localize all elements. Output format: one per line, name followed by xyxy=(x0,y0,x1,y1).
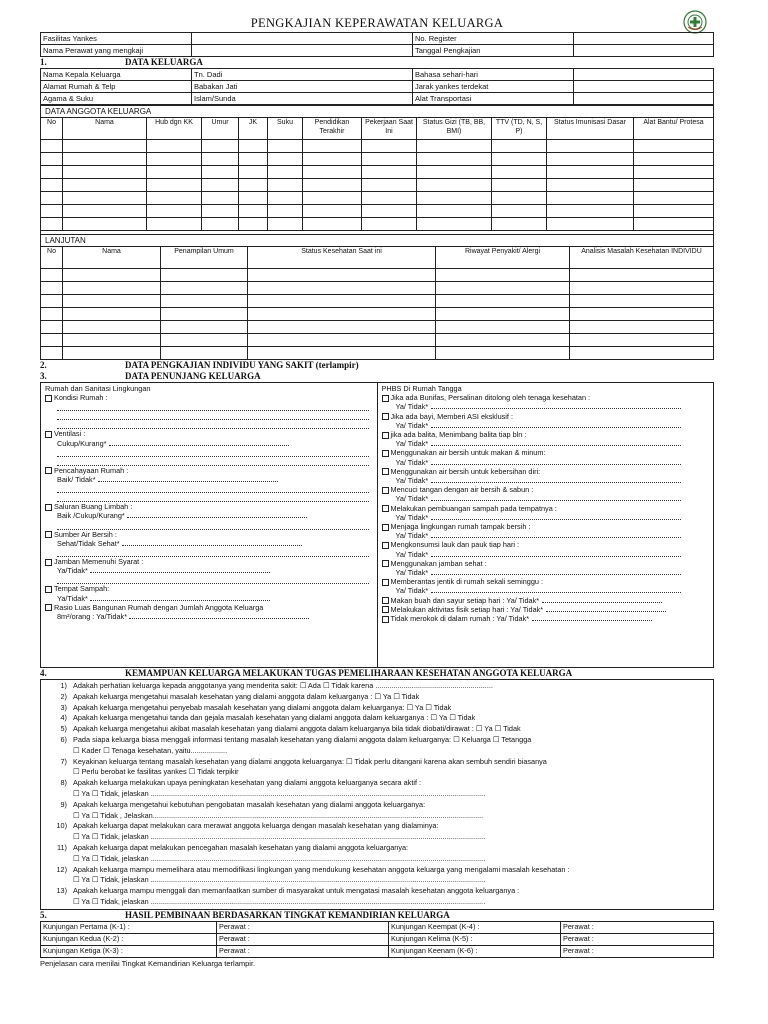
tanggal-field[interactable] xyxy=(574,45,714,57)
table-cell[interactable] xyxy=(41,140,63,153)
table-cell[interactable] xyxy=(492,166,547,179)
table-cell[interactable] xyxy=(63,295,161,308)
section-5-heading: 5. HASIL PEMBINAAN BERDASARKAN TINGKAT KEMANDIRIAN KELUARGA xyxy=(40,909,450,920)
table-cell[interactable] xyxy=(41,347,63,360)
blank-line[interactable] xyxy=(57,484,369,493)
phbs-answer: Ya/ Tidak* xyxy=(382,458,710,467)
col-header: Nama xyxy=(63,118,147,140)
fasilitas-label: Fasilitas Yankes xyxy=(41,33,192,45)
col-header: Alat Bantu/ Protesa xyxy=(634,118,714,140)
sanitation-item: Saluran Buang Limbah : xyxy=(45,502,373,511)
table-cell[interactable] xyxy=(417,218,492,231)
phbs-title: PHBS Di Rumah Tangga xyxy=(381,384,462,393)
table-cell[interactable] xyxy=(268,192,303,205)
sanitation-item: Pencahayaan Rumah : xyxy=(45,466,373,475)
table-cell[interactable] xyxy=(41,282,63,295)
table-cell[interactable] xyxy=(492,205,547,218)
table-cell[interactable] xyxy=(202,218,239,231)
family-label: Jarak yankes terdekat xyxy=(413,81,574,93)
table-cell[interactable] xyxy=(436,347,570,360)
table-cell[interactable] xyxy=(248,347,436,360)
phbs-answer: Ya/ Tidak* xyxy=(382,550,710,559)
col-header: TTV (TD, N, S, P) xyxy=(492,118,547,140)
table-cell[interactable] xyxy=(41,218,63,231)
table-cell[interactable] xyxy=(436,334,570,347)
table-cell[interactable] xyxy=(268,179,303,192)
table-cell[interactable] xyxy=(362,218,417,231)
footnote: Penjelasan cara menilai Tingkat Kemandirian Keluarga terlampir. xyxy=(40,958,256,968)
table-cell[interactable] xyxy=(303,218,362,231)
table-cell[interactable] xyxy=(362,153,417,166)
table-cell[interactable] xyxy=(161,269,248,282)
table-cell[interactable] xyxy=(248,308,436,321)
ability-question: 6) Pada siapa keluarga biasa menggali informasi tentang masalah kesehatan yang dialami anggota dalam keluarganya: ☐ Keluarga ☐ Tetangga xyxy=(60,734,532,744)
checkbox-icon[interactable] xyxy=(382,395,389,402)
table-cell[interactable] xyxy=(41,205,63,218)
table-cell[interactable] xyxy=(362,192,417,205)
perawat-label: Nama Perawat yang mengkaji xyxy=(41,45,192,57)
checkbox-icon[interactable] xyxy=(382,432,389,439)
checkbox-icon[interactable] xyxy=(45,504,52,511)
table-cell[interactable] xyxy=(63,218,147,231)
family-field[interactable] xyxy=(574,69,714,81)
sanitation-item: Sumber Air Bersih : xyxy=(45,530,373,539)
table-cell[interactable] xyxy=(634,218,714,231)
table-cell[interactable] xyxy=(436,308,570,321)
table-cell[interactable] xyxy=(63,321,161,334)
sanitation-answer: Ya/Tidak* xyxy=(45,594,373,603)
section-1-heading: 1. DATA KELUARGA xyxy=(40,57,203,67)
phbs-answer: Ya/ Tidak* xyxy=(382,586,710,595)
phbs-item: Jika ada bayi, Memberi ASI eksklusif : xyxy=(382,412,710,421)
ability-question: 5) Apakah keluarga mengetahui akibat masalah kesehatan yang dialami anggota dalam keluarganya bila tidak diobati/dirawat : ☐ Ya ☐ Tidak xyxy=(60,724,521,734)
table-cell[interactable] xyxy=(436,321,570,334)
table-cell[interactable] xyxy=(239,192,268,205)
ability-question: 8) Apakah keluarga melakukan upaya peningkatan kesehatan yang dialami anggota keluarganya secara aktif : xyxy=(60,778,422,788)
table-cell[interactable] xyxy=(362,140,417,153)
checkbox-icon[interactable] xyxy=(382,505,389,512)
table-cell[interactable] xyxy=(362,205,417,218)
family-label: Bahasa sehari-hari xyxy=(413,69,574,81)
table-cell[interactable] xyxy=(492,153,547,166)
phbs-answer: Ya/ Tidak* xyxy=(382,439,710,448)
table-cell[interactable] xyxy=(492,140,547,153)
phbs-item: Melakukan pembuangan sampah pada tempatnya : xyxy=(382,504,710,513)
table-cell[interactable] xyxy=(63,205,147,218)
ability-question: 9) Apakah keluarga mengetahui kebutuhan pengobatan masalah kesehatan yang dialami anggota keluarganya: xyxy=(60,799,426,809)
ability-question: 7) Keyakinan keluarga tentang masalah kesehatan yang dialami anggota keluarganya: ☐ Tidak perlu ditangani karena akan sembuh sendiri biasanya xyxy=(60,756,547,766)
table-cell[interactable] xyxy=(268,166,303,179)
table-cell[interactable] xyxy=(436,282,570,295)
table-cell[interactable] xyxy=(63,192,147,205)
table-cell[interactable] xyxy=(239,166,268,179)
table-cell[interactable] xyxy=(303,205,362,218)
table-cell[interactable] xyxy=(547,153,634,166)
ability-answer[interactable]: ☐ Ya ☐ Tidak, jelaskan ..................................................................................................................................................................... xyxy=(73,896,486,906)
table-cell[interactable] xyxy=(492,192,547,205)
table-cell[interactable] xyxy=(570,347,714,360)
table-cell[interactable] xyxy=(547,205,634,218)
register-label: No. Register xyxy=(413,33,574,45)
phbs-answer: Ya/ Tidak* xyxy=(382,421,710,430)
table-cell[interactable] xyxy=(268,205,303,218)
visit-cell[interactable]: Kunjungan Kedua (K-2) : xyxy=(41,933,217,945)
visit-cell[interactable]: Kunjungan Keenam (K-6) : xyxy=(389,945,561,957)
table-cell[interactable] xyxy=(417,140,492,153)
ability-question: 11) Apakah keluarga dapat melakukan pencegahan masalah kesehatan yang dialami anggota keluarganya: xyxy=(56,842,409,852)
table-cell[interactable] xyxy=(239,205,268,218)
table-cell[interactable] xyxy=(161,308,248,321)
phbs-item: Menggunakan air bersih untuk kebersihan diri: xyxy=(382,467,710,476)
table-cell[interactable] xyxy=(202,140,239,153)
section-3-heading: 3. DATA PENUNJANG KELUARGA xyxy=(40,371,261,381)
family-field[interactable] xyxy=(574,93,714,105)
sanitation-item: Jamban Memenuhi Syarat : xyxy=(45,557,373,566)
table-cell[interactable] xyxy=(161,321,248,334)
phbs-answer: Ya/ Tidak* xyxy=(382,402,710,411)
table-cell[interactable] xyxy=(303,153,362,166)
col-header: JK xyxy=(239,118,268,140)
checkbox-icon[interactable] xyxy=(382,487,389,494)
table-cell[interactable] xyxy=(570,269,714,282)
checkbox-icon[interactable] xyxy=(45,467,52,474)
family-label: Alat Transportasi xyxy=(413,93,574,105)
table-cell[interactable] xyxy=(303,140,362,153)
table-cell[interactable] xyxy=(202,179,239,192)
phbs-item: Makan buah dan sayur setiap hari : Ya/ Tidak* xyxy=(382,596,710,605)
family-field[interactable] xyxy=(574,81,714,93)
sanitation-title: Rumah dan Sanitasi Lingkungan xyxy=(45,384,151,393)
checkbox-icon[interactable] xyxy=(382,606,389,613)
table-cell[interactable] xyxy=(147,140,202,153)
checkbox-icon[interactable] xyxy=(45,586,52,593)
col-header: Status Gizi (TB, BB, BMI) xyxy=(417,118,492,140)
table-cell[interactable] xyxy=(41,179,63,192)
table-cell[interactable] xyxy=(417,205,492,218)
ability-answer[interactable]: ☐ Ya ☐ Tidak, jelaskan ..................................................................................................................................................................... xyxy=(73,853,486,863)
table-cell[interactable] xyxy=(63,179,147,192)
table-cell[interactable] xyxy=(417,179,492,192)
table-cell[interactable] xyxy=(41,153,63,166)
table-cell[interactable] xyxy=(634,192,714,205)
table-cell[interactable] xyxy=(570,282,714,295)
phbs-item: Memberantas jentik di rumah sekali seminggu : xyxy=(382,577,710,586)
phbs-answer: Ya/ Tidak* xyxy=(382,494,710,503)
sanitation-answer: Ya/Tidak* xyxy=(45,566,373,575)
sanitation-answer: 8m²/orang : Ya/Tidak* xyxy=(45,612,373,621)
family-members-table xyxy=(40,117,714,231)
table-cell[interactable] xyxy=(63,140,147,153)
table-cell[interactable] xyxy=(547,179,634,192)
table-cell[interactable] xyxy=(248,269,436,282)
ability-question: 3) Apakah keluarga mengetahui penyebab masalah kesehatan yang dialami anggota dalam keluarganya: ☐ Ya ☐ Tidak xyxy=(60,702,452,712)
table-cell[interactable] xyxy=(161,282,248,295)
table-cell[interactable] xyxy=(634,153,714,166)
visit-cell[interactable]: Perawat : xyxy=(217,945,389,957)
ability-answer[interactable]: ☐ Ya ☐ Tidak, jelaskan ..................................................................................................................................................................... xyxy=(73,788,486,798)
checkbox-icon[interactable] xyxy=(382,468,389,475)
table-cell[interactable] xyxy=(303,192,362,205)
table-cell[interactable] xyxy=(417,192,492,205)
blank-line[interactable] xyxy=(57,411,369,420)
blank-line[interactable] xyxy=(57,548,369,557)
assessment-form xyxy=(40,14,714,969)
table-cell[interactable] xyxy=(147,192,202,205)
checkbox-icon[interactable] xyxy=(45,395,52,402)
family-data-table xyxy=(40,68,714,105)
family-label: Agama & Suku xyxy=(41,93,192,105)
checkbox-icon[interactable] xyxy=(382,413,389,420)
table-cell[interactable] xyxy=(570,308,714,321)
checkbox-icon[interactable] xyxy=(45,559,52,566)
phbs-item: Menggunakan air bersih untuk makan & minum: xyxy=(382,448,710,457)
blank-line[interactable] xyxy=(57,521,369,530)
table-cell[interactable] xyxy=(492,218,547,231)
table-cell[interactable] xyxy=(161,347,248,360)
sanitation-column xyxy=(41,383,377,667)
table-cell[interactable] xyxy=(362,179,417,192)
table-cell[interactable] xyxy=(547,140,634,153)
ability-question: 4) Apakah keluarga mengetahui tanda dan gejala masalah kesehatan yang dialami anggota dalam keluarganya : ☐ Ya ☐ Tidak xyxy=(60,713,476,723)
ability-question: 1) Adakah perhatian keluarga kepada anggotanya yang menderita sakit: ☐ Ada ☐ Tidak karena .......................................................... xyxy=(60,681,493,690)
table-cell[interactable] xyxy=(147,166,202,179)
phbs-answer: Ya/ Tidak* xyxy=(382,531,710,540)
table-cell[interactable] xyxy=(41,166,63,179)
tanggal-label: Tanggal Pengkajian xyxy=(413,45,574,57)
blank-line[interactable] xyxy=(57,448,369,457)
table-cell[interactable] xyxy=(239,140,268,153)
form-title: PENGKAJIAN KEPERAWATAN KELUARGA xyxy=(250,16,504,30)
checkbox-icon[interactable] xyxy=(382,450,389,457)
ability-question: 10) Apakah keluarga dapat melakukan cara merawat anggota keluarga dengan masalah kesehatan yang dialaminya: xyxy=(56,821,439,831)
table-cell[interactable] xyxy=(303,166,362,179)
table-cell[interactable] xyxy=(417,166,492,179)
checkbox-icon[interactable] xyxy=(382,560,389,567)
col-header: Penampilan Umum xyxy=(161,247,248,269)
table-cell[interactable] xyxy=(63,153,147,166)
blank-line[interactable] xyxy=(57,575,369,584)
phbs-answer: Ya/ Tidak* xyxy=(382,568,710,577)
ability-answer[interactable]: ☐ Kader ☐ Tenaga kesehatan, yaitu.................. xyxy=(73,745,228,755)
visit-cell[interactable]: Perawat : xyxy=(217,921,389,933)
sanitation-item: Rasio Luas Bangunan Rumah dengan Jumlah Anggota Keluarga xyxy=(45,603,373,612)
col-header: Nama xyxy=(63,247,161,269)
table-cell[interactable] xyxy=(202,205,239,218)
table-cell[interactable] xyxy=(570,321,714,334)
family-label: Nama Kepala Keluarga xyxy=(41,69,192,81)
table-cell[interactable] xyxy=(436,295,570,308)
phbs-item: Menggunakan jamban sehat : xyxy=(382,559,710,568)
ability-answer[interactable]: ☐ Ya ☐ Tidak , Jelaskan................................................................................................................................................................... xyxy=(73,810,484,820)
table-cell[interactable] xyxy=(202,192,239,205)
col-header: Analisis Masalah Kesehatan INDIVIDU xyxy=(570,247,714,269)
table-cell[interactable] xyxy=(63,347,161,360)
table-cell[interactable] xyxy=(41,321,63,334)
visit-cell[interactable]: Perawat : xyxy=(561,933,714,945)
checkbox-icon[interactable] xyxy=(45,604,52,611)
sanitation-answer: Baik/ Tidak* xyxy=(45,475,373,484)
family-value[interactable]: Islam/Sunda xyxy=(192,93,413,105)
blank-line[interactable] xyxy=(57,402,369,411)
phbs-item: Mengkonsumsi lauk dan pauk tiap hari : xyxy=(382,540,710,549)
table-cell[interactable] xyxy=(547,166,634,179)
table-cell[interactable] xyxy=(417,153,492,166)
phbs-answer: Ya/ Tidak* xyxy=(382,513,710,522)
col-header: Status Imunisasi Dasar xyxy=(547,118,634,140)
col-header: Pekerjaan Saat Ini xyxy=(362,118,417,140)
visits-table xyxy=(40,921,714,958)
checkbox-icon[interactable] xyxy=(382,597,389,604)
table-cell[interactable] xyxy=(63,166,147,179)
table-cell[interactable] xyxy=(547,192,634,205)
sanitation-answer: Cukup/Kurang* xyxy=(45,439,373,448)
visit-cell[interactable]: Perawat : xyxy=(217,933,389,945)
visit-cell[interactable]: Kunjungan Ketiga (K-3) : xyxy=(41,945,217,957)
table-cell[interactable] xyxy=(268,153,303,166)
table-cell[interactable] xyxy=(63,282,161,295)
phbs-item: Melakukan aktivitas fisik setiap hari : Ya/ Tidak* xyxy=(382,605,710,614)
checkbox-icon[interactable] xyxy=(382,616,389,623)
table-cell[interactable] xyxy=(63,334,161,347)
table-cell[interactable] xyxy=(248,321,436,334)
table-cell[interactable] xyxy=(268,218,303,231)
table-cell[interactable] xyxy=(161,334,248,347)
phbs-item: jika ada balita, Menimbang balita tiap bln : xyxy=(382,430,710,439)
ability-answer[interactable]: ☐ Perlu berobat ke fasilitas yankes ☐ Tidak terpikir xyxy=(73,767,239,777)
table-cell[interactable] xyxy=(547,218,634,231)
table-cell[interactable] xyxy=(202,166,239,179)
phbs-answer: Ya/ Tidak* xyxy=(382,476,710,485)
family-value[interactable]: Babakan Jati xyxy=(192,81,413,93)
table-cell[interactable] xyxy=(436,269,570,282)
table-cell[interactable] xyxy=(268,140,303,153)
ability-question: 12) Apakah keluarga mampu memelihara atau memodifikasi lingkungan yang mendukung kesehatan anggota keluarga yang mengalami masalah kesehatan : xyxy=(56,864,570,874)
table-cell[interactable] xyxy=(248,295,436,308)
header-table xyxy=(40,32,714,57)
visit-cell[interactable]: Kunjungan Keempat (K-4) : xyxy=(389,921,561,933)
table-cell[interactable] xyxy=(41,295,63,308)
table-cell[interactable] xyxy=(239,153,268,166)
table-cell[interactable] xyxy=(147,179,202,192)
table-cell[interactable] xyxy=(248,334,436,347)
visit-cell[interactable]: Kunjungan Kelima (K-5) : xyxy=(389,933,561,945)
table-cell[interactable] xyxy=(41,269,63,282)
ability-answer[interactable]: ☐ Ya ☐ Tidak, jelaskan ..................................................................................................................................................................... xyxy=(73,832,486,842)
col-header: Status Kesehatan Saat ini xyxy=(248,247,436,269)
table-cell[interactable] xyxy=(63,269,161,282)
table-cell[interactable] xyxy=(248,282,436,295)
family-ability-list xyxy=(40,679,714,910)
table-cell[interactable] xyxy=(41,308,63,321)
register-field[interactable] xyxy=(574,33,714,45)
phbs-item: Jika ada Bunifas, Persalinan ditolong oleh tenaga kesehatan : xyxy=(382,393,710,402)
visit-cell[interactable]: Kunjungan Pertama (K-1) : xyxy=(41,921,217,933)
checkbox-icon[interactable] xyxy=(382,542,389,549)
section-2-heading: 2. DATA PENGKAJIAN INDIVIDU YANG SAKIT (terlampir) xyxy=(40,360,359,370)
family-label: Alamat Rumah & Telp xyxy=(41,81,192,93)
table-cell[interactable] xyxy=(634,179,714,192)
sanitation-item: Tempat Sampah: xyxy=(45,584,373,593)
table-cell[interactable] xyxy=(63,308,161,321)
section-4-heading: 4. KEMAMPUAN KELUARGA MELAKUKAN TUGAS PEMELIHARAAN KESEHATAN ANGGOTA KELUARGA xyxy=(40,668,573,678)
family-value[interactable]: Tn. Dadi xyxy=(192,69,413,81)
table-cell[interactable] xyxy=(634,140,714,153)
col-header: No xyxy=(41,118,63,140)
table-cell[interactable] xyxy=(239,179,268,192)
col-header: Suku xyxy=(268,118,303,140)
table-cell[interactable] xyxy=(161,295,248,308)
table-cell[interactable] xyxy=(570,295,714,308)
table-cell[interactable] xyxy=(147,153,202,166)
table-cell[interactable] xyxy=(492,179,547,192)
ability-question: 2) Apakah keluarga mengetahui masalah kesehatan yang dialami anggota dalam keluarganya : ☐ Ya ☐ Tidak xyxy=(60,691,420,701)
checkbox-icon[interactable] xyxy=(382,579,389,586)
lanjutan-title: LANJUTAN xyxy=(40,234,714,246)
ability-question: 13) Apakah keluarga mampu menggali dan memanfaatkan sumber di masyarakat untuk mengatasi masalah kesehatan anggota keluarganya : xyxy=(56,886,520,896)
fasilitas-field[interactable] xyxy=(192,33,413,45)
phbs-item: Mencuci tangan dengan air bersih & sabun : xyxy=(382,485,710,494)
checkbox-icon[interactable] xyxy=(45,531,52,538)
sanitation-answer: Baik /Cukup/Kurang* xyxy=(45,511,373,520)
table-cell[interactable] xyxy=(303,179,362,192)
phbs-item: Menjaga lingkungan rumah tampak bersih : xyxy=(382,522,710,531)
blank-line[interactable] xyxy=(57,493,369,502)
blank-line[interactable] xyxy=(57,457,369,466)
visit-cell[interactable]: Perawat : xyxy=(561,921,714,933)
table-cell[interactable] xyxy=(634,205,714,218)
col-header: Pendidikan Terakhir xyxy=(303,118,362,140)
col-header: Hub dgn KK xyxy=(147,118,202,140)
col-header: Riwayat Penyakit/ Alergi xyxy=(436,247,570,269)
phbs-item: Tidak merokok di dalam rumah : Ya/ Tidak* xyxy=(382,614,710,623)
table-cell[interactable] xyxy=(634,166,714,179)
table-cell[interactable] xyxy=(239,218,268,231)
table-cell[interactable] xyxy=(570,334,714,347)
sanitation-answer: Sehat/Tidak Sehat* xyxy=(45,539,373,548)
table-cell[interactable] xyxy=(147,218,202,231)
sanitation-item: Kondisi Rumah : xyxy=(45,393,373,402)
checkbox-icon[interactable] xyxy=(45,431,52,438)
table-cell[interactable] xyxy=(202,153,239,166)
checkbox-icon[interactable] xyxy=(382,524,389,531)
visit-cell[interactable]: Perawat : xyxy=(561,945,714,957)
members-title: DATA ANGGOTA KELUARGA xyxy=(40,105,714,117)
perawat-field[interactable] xyxy=(192,45,413,57)
table-cell[interactable] xyxy=(362,166,417,179)
table-cell[interactable] xyxy=(147,205,202,218)
phbs-column xyxy=(377,383,714,667)
table-cell[interactable] xyxy=(41,334,63,347)
col-header: Umur xyxy=(202,118,239,140)
blank-line[interactable] xyxy=(57,420,369,429)
table-cell[interactable] xyxy=(41,192,63,205)
supporting-data-box xyxy=(40,382,714,668)
ability-answer[interactable]: ☐ Ya ☐ Tidak, jelaskan ..................................................................................................................................................................... xyxy=(73,875,486,885)
lanjutan-table xyxy=(40,246,714,360)
col-header: No xyxy=(41,247,63,269)
sanitation-item: Ventilasi : xyxy=(45,429,373,438)
